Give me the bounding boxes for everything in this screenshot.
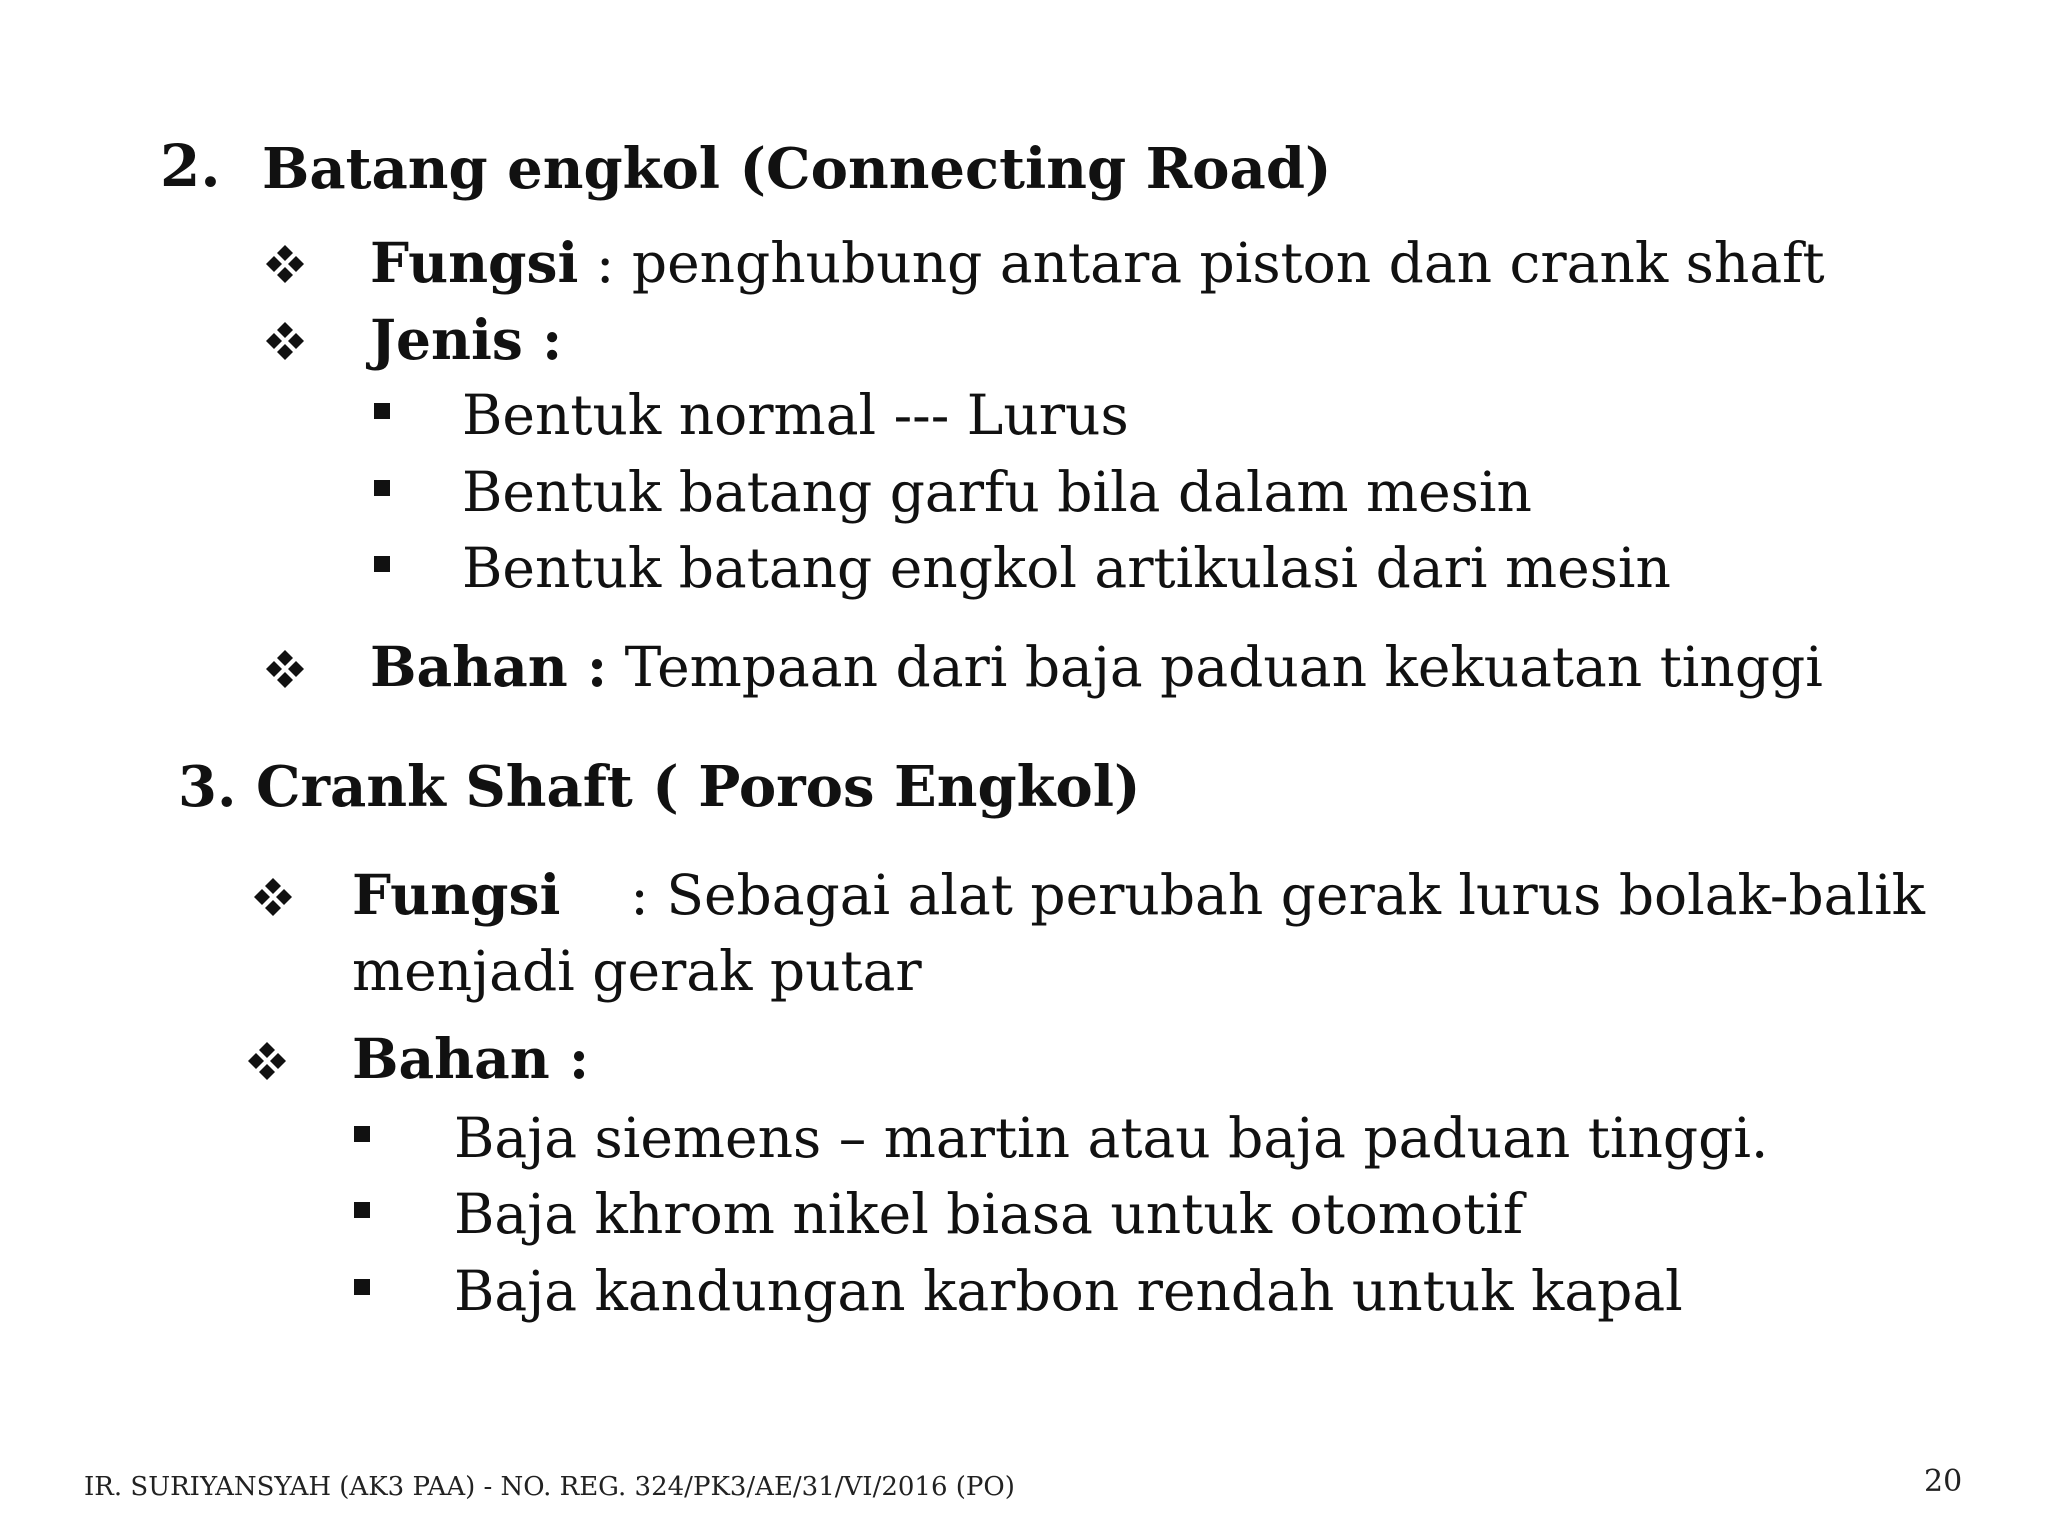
section2-jenis-item: Bentuk batang garfu bila dalam mesin xyxy=(462,460,1532,524)
square-bullet-icon xyxy=(374,403,390,419)
section2-fungsi-line xyxy=(370,226,1825,300)
section2-bahan-text: Tempaan dari baja paduan kekuatan tinggi xyxy=(607,635,1823,699)
section2-fungsi-label: Fungsi xyxy=(370,230,579,295)
section3-fungsi-text: : Sebagai alat perubah gerak lurus bolak-balik xyxy=(560,863,1925,927)
square-bullet-icon xyxy=(354,1126,370,1142)
section2-bahan-label: Bahan : xyxy=(370,634,608,699)
section3-fungsi-continuation: menjadi gerak putar xyxy=(352,939,922,1003)
section2-jenis-label: Jenis : xyxy=(370,307,563,372)
diamond-bullet-icon xyxy=(264,320,306,362)
section2-bahan-line xyxy=(370,630,1823,704)
diamond-bullet-icon xyxy=(264,243,306,285)
section3-fungsi-label: Fungsi xyxy=(352,862,561,927)
section2-title: Batang engkol (Connecting Road) xyxy=(262,136,1332,202)
square-bullet-icon xyxy=(354,1279,370,1295)
square-bullet-icon xyxy=(374,556,390,572)
section3-fungsi-line xyxy=(352,858,1925,932)
section3-bahan-item: Baja siemens – martin atau baja paduan tinggi. xyxy=(454,1106,1769,1170)
section3-bahan-label: Bahan : xyxy=(352,1026,590,1091)
section2-fungsi-text: : penghubung antara piston dan crank shaft xyxy=(578,231,1825,295)
section2-jenis-item: Bentuk normal --- Lurus xyxy=(462,383,1129,447)
square-bullet-icon xyxy=(354,1202,370,1218)
section3-title: 3. Crank Shaft ( Poros Engkol) xyxy=(178,754,1141,820)
footer-author: IR. SURIYANSYAH (AK3 PAA) - NO. REG. 324/PK3/AE/31/VI/2016 (PO) xyxy=(84,1472,1015,1502)
section3-bahan-item: Baja khrom nikel biasa untuk otomotif xyxy=(454,1182,1524,1246)
square-bullet-icon xyxy=(374,480,390,496)
diamond-bullet-icon xyxy=(264,648,306,690)
section2-jenis-item: Bentuk batang engkol artikulasi dari mesin xyxy=(462,536,1671,600)
section2-number: 2. xyxy=(160,132,221,200)
diamond-bullet-icon xyxy=(252,876,294,918)
section3-bahan-item: Baja kandungan karbon rendah untuk kapal xyxy=(454,1259,1683,1323)
page-number: 20 xyxy=(1924,1464,1963,1499)
diamond-bullet-icon xyxy=(246,1040,288,1082)
